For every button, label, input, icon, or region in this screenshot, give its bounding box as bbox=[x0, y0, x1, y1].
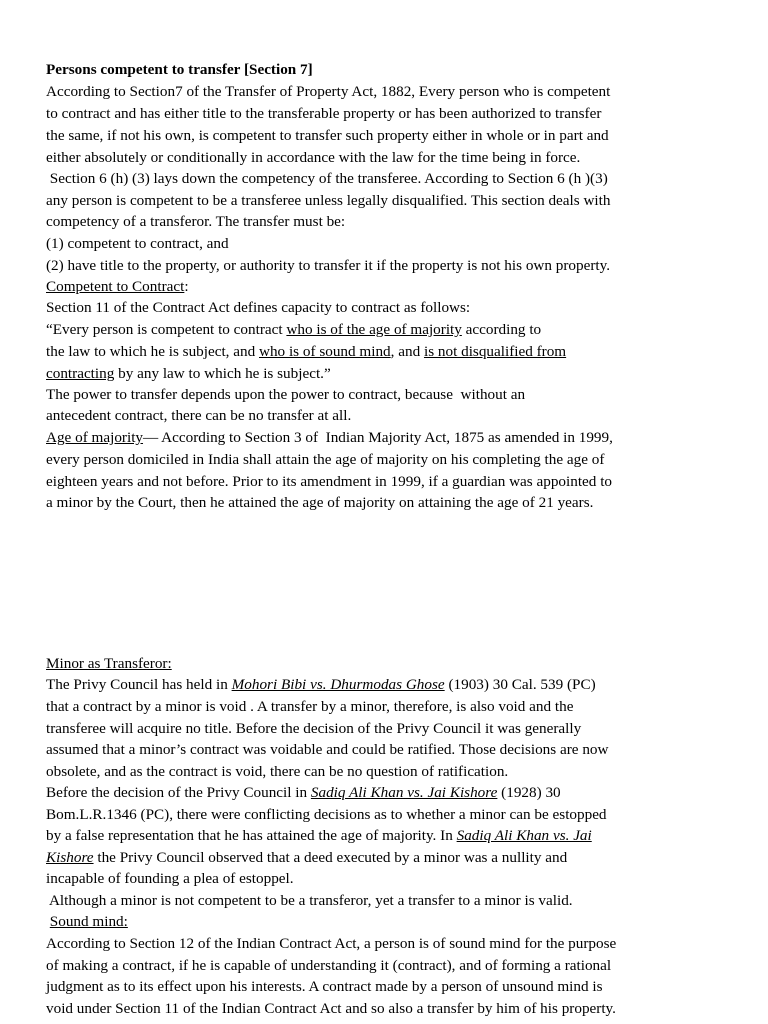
text-line: the same, if not his own, is competent to transfer such property either in whole or in part and bbox=[46, 127, 609, 144]
list-item: (1) competent to contract, and bbox=[46, 235, 229, 252]
text-fragment: “Every person is competent to contract bbox=[46, 321, 287, 338]
text-line bbox=[46, 782, 561, 803]
quote-line bbox=[46, 363, 331, 384]
text-line: of making a contract, if he is capable of understanding it (contract), and of forming a rational bbox=[46, 957, 612, 974]
colon: : bbox=[184, 278, 189, 295]
text-fragment: The Privy Council has held in bbox=[46, 676, 232, 693]
underlined-phrase: is not disqualified from bbox=[423, 343, 567, 360]
text-line: to contract and has either title to the transferable property or has been authorized to transfer bbox=[46, 105, 602, 122]
text-line: eighteen years and not before. Prior to its amendment in 1999, if a guardian was appointed to bbox=[46, 473, 613, 490]
case-citation: Sadiq Ali Khan vs. Jai Kishore bbox=[310, 784, 498, 801]
text-fragment: — According to Section 3 of Indian Majority Act, 1875 as amended in 1999, bbox=[143, 429, 613, 446]
text-line: transferee will acquire no title. Before the decision of the Privy Council it was generally bbox=[46, 720, 582, 737]
text-line: judgment as to its effect upon his interests. A contract made by a person of unsound mind is bbox=[46, 978, 603, 995]
text-line: Section 6 (h) (3) lays down the competency of the transferee. According to Section 6 (h )(3) bbox=[46, 170, 608, 187]
text-line: assumed that a minor’s contract was voidable and could be ratified. Those decisions are now bbox=[46, 741, 609, 758]
text-line: Bom.L.R.1346 (PC), there were conflicting decisions as to whether a minor can be estopped bbox=[46, 806, 607, 823]
list-item: (2) have title to the property, or authority to transfer it if the property is not his own property. bbox=[46, 257, 611, 274]
text-line bbox=[46, 427, 613, 448]
heading-line bbox=[46, 911, 128, 932]
text-line: every person domiciled in India shall attain the age of majority on his completing the age of bbox=[46, 451, 605, 468]
text-line bbox=[46, 847, 567, 868]
text-line: a minor by the Court, then he attained the age of majority on attaining the age of 21 years. bbox=[46, 494, 594, 511]
text-fragment: (1903) 30 Cal. 539 (PC) bbox=[444, 676, 596, 693]
text-line: The power to transfer depends upon the power to contract, because without an bbox=[46, 386, 526, 403]
text-line: Although a minor is not competent to be a transferor, yet a transfer to a minor is valid. bbox=[46, 892, 573, 909]
section-title: Persons competent to transfer [Section 7] bbox=[46, 61, 313, 78]
text-line: that a contract by a minor is void . A transfer by a minor, therefore, is also void and the bbox=[46, 698, 574, 715]
text-fragment: the law to which he is subject, and bbox=[46, 343, 259, 360]
text-line: According to Section 12 of the Indian Contract Act, a person is of sound mind for the purpose bbox=[46, 935, 617, 952]
text-fragment: (1928) 30 bbox=[497, 784, 561, 801]
text-fragment: by a false representation that he has attained the age of majority. In bbox=[46, 827, 457, 844]
text-line: void under Section 11 of the Indian Contract Act and so also a transfer by him of his property. bbox=[46, 1000, 616, 1017]
text-fragment: , and bbox=[390, 343, 424, 360]
underlined-phrase: contracting bbox=[46, 365, 115, 382]
text-line bbox=[46, 674, 596, 695]
text-fragment: Before the decision of the Privy Council in bbox=[46, 784, 311, 801]
text-fragment: by any law to which he is subject.” bbox=[114, 365, 331, 382]
text-line: Section 11 of the Contract Act defines capacity to contract as follows: bbox=[46, 299, 471, 316]
text-line: incapable of founding a plea of estoppel. bbox=[46, 870, 294, 887]
quote-line bbox=[46, 341, 566, 362]
text-line: antecedent contract, there can be no transfer at all. bbox=[46, 407, 352, 424]
text-line: obsolete, and as the contract is void, there can be no question of ratification. bbox=[46, 763, 509, 780]
subheading-competent: Competent to Contract bbox=[46, 278, 185, 295]
quote-line bbox=[46, 319, 541, 340]
text-line: According to Section7 of the Transfer of Property Act, 1882, Every person who is competent bbox=[46, 83, 611, 100]
subheading-age-of-majority: Age of majority bbox=[46, 429, 144, 446]
text-line: competency of a transferor. The transfer must be: bbox=[46, 213, 346, 230]
subheading-minor: Minor as Transferor: bbox=[46, 655, 172, 672]
underlined-phrase: who is of the age of majority bbox=[286, 321, 462, 338]
text-line: any person is competent to be a transferee unless legally disqualified. This section deals with bbox=[46, 192, 611, 209]
underlined-phrase: who is of sound mind bbox=[259, 343, 391, 360]
subheading-sound-mind: Sound mind: bbox=[49, 913, 128, 930]
case-citation: Kishore bbox=[46, 849, 94, 866]
text-line: either absolutely or conditionally in accordance with the law for the time being in force. bbox=[46, 149, 581, 166]
text-fragment: the Privy Council observed that a deed executed by a minor was a nullity and bbox=[93, 849, 568, 866]
text-fragment: according to bbox=[461, 321, 542, 338]
case-citation: Mohori Bibi vs. Dhurmodas Ghose bbox=[231, 676, 445, 693]
text-line bbox=[46, 825, 592, 846]
heading-line bbox=[46, 276, 189, 297]
case-citation: Sadiq Ali Khan vs. Jai bbox=[456, 827, 592, 844]
